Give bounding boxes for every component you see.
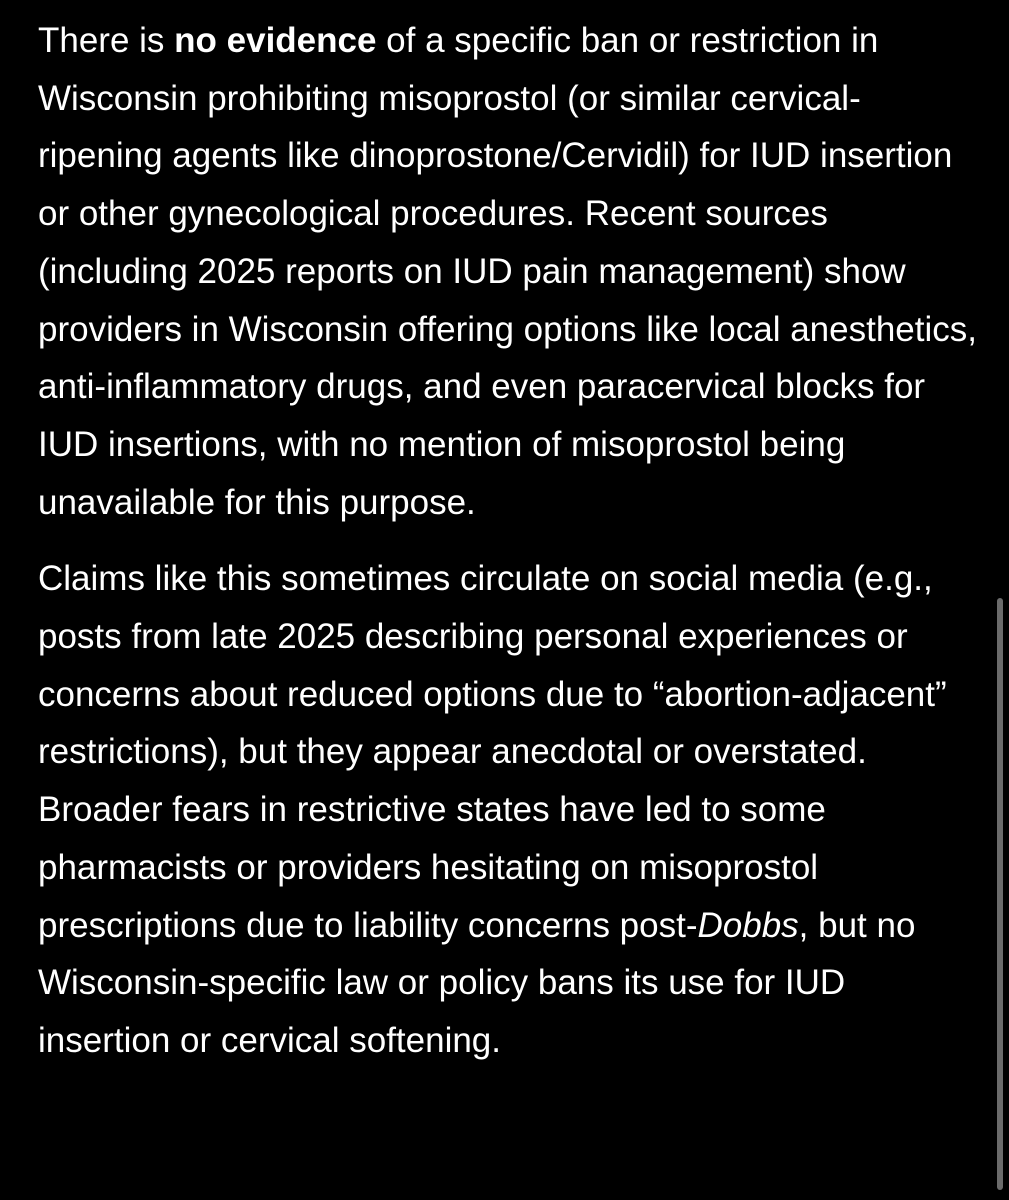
paragraph-2-rest: , but no Wisconsin-specific law or policy bans its use for IUD insertion or cervical softening. — [38, 905, 916, 1060]
paragraph-1-rest: of a specific ban or restriction in Wisconsin prohibiting misoprostol (or similar cervical-ripening agents like dinoprostone/Cervidil) for IUD insertion or other gynecological procedures. Recent sources (including 2025 reports on IUD pain management) show providers in Wisconsin offering options like local anesthetics, anti-inflammatory drugs, and even paracervical blocks for IUD insertions, with no mention of misoprostol being unavailable for this purpose. — [38, 21, 977, 522]
paragraph-2-lead: Claims like this sometimes circulate on social media (e.g., posts from late 2025 describing personal experiences or concerns about reduced options due to “abortion-adjacent” restrictions), but they appear anecdotal or overstated. Broader fears in restrictive states have led to some pharmacists or providers hesitating on misoprostol prescriptions due to liability concerns post- — [38, 559, 947, 945]
vertical-scrollbar[interactable] — [997, 598, 1003, 1190]
paragraph-1-lead: There is — [38, 21, 175, 60]
paragraph-2 — [38, 550, 983, 1069]
paragraph-1 — [38, 12, 983, 531]
emphasis-no-evidence: no evidence — [174, 21, 377, 60]
emphasis-dobbs: Dobbs — [697, 905, 799, 945]
message-content — [38, 12, 983, 1070]
